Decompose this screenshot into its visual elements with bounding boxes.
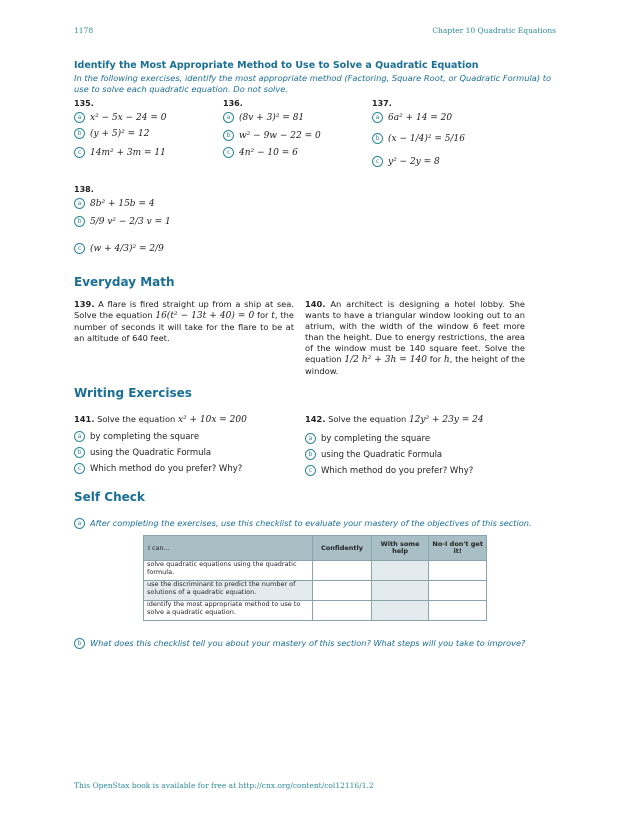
exercise-141-item-b [74,447,211,459]
exercise-142-item-c [305,465,473,477]
option-a-circle: a [305,433,316,444]
item-text: by completing the square [321,434,431,444]
exercise-139-var: t [271,311,275,321]
table-row [144,581,487,601]
exercise-142-stem [305,414,525,426]
exercise-138-option-a [74,198,155,210]
exercise-139-text-a: A flare is fired straight up from a ship at sea. Solve the equation [74,299,294,320]
item-text: using the Quadratic Formula [90,448,212,458]
exercise-135-number: 135. [74,99,94,108]
exercise-136-option-a [223,112,304,124]
exercise-135-option-c [74,147,166,159]
option-b-circle: b [223,130,234,141]
option-c-circle: c [305,465,316,476]
exercise-137-option-b [372,133,465,145]
option-b-circle: b [372,133,383,144]
checkbox-cell-no[interactable] [429,581,487,601]
option-text: 8b² + 15b = 4 [90,199,155,209]
col-header-i-can: I can... [144,536,313,561]
option-b-circle: b [74,128,85,139]
option-b-circle: b [74,638,85,649]
checkbox-cell-with-some-help[interactable] [371,601,429,621]
self-check-heading: Self Check [74,490,145,504]
section-instructions: In the following exercises, identify the most appropriate method (Factoring, Square Root, or Quadratic Formula) to use to solve each quadratic equation. Do not solve. [74,73,552,94]
footer-text: This OpenStax book is available for free at http://cnx.org/content/col12116/1.2 [74,781,374,790]
exercise-139-number: 139. [74,299,95,309]
exercise-135-option-b [74,128,149,140]
item-text: using the Quadratic Formula [321,450,443,460]
option-c-circle: c [372,156,383,167]
exercise-142-item-a [305,433,430,445]
option-text: 14m² + 3m = 11 [90,148,166,158]
self-check-a [74,518,532,529]
exercise-142-equation: 12y² + 23y = 24 [408,415,484,425]
option-a-circle: a [372,112,383,123]
checkbox-cell-confidently[interactable] [313,601,371,621]
exercise-141-number: 141. [74,414,95,424]
option-text: (x − 1/4)² = 5/16 [388,134,465,144]
exercise-141-item-a [74,431,199,443]
checkbox-cell-with-some-help[interactable] [371,561,429,581]
exercise-141-item-c [74,463,242,475]
option-a-circle: a [74,518,85,529]
exercise-137-option-a [372,112,452,124]
self-check-b [74,638,525,649]
exercise-136-number: 136. [223,99,243,108]
row-label: solve quadratic equations using the quadratic formula. [144,561,313,581]
checkbox-cell-no[interactable] [429,601,487,621]
everyday-math-heading: Everyday Math [74,275,175,289]
col-header-with-some-help: With some help [371,536,429,561]
option-b-circle: b [305,449,316,460]
exercise-136-option-b [223,130,321,142]
option-text: 5/9 v² − 2/3 v = 1 [90,217,171,227]
exercise-141-lead: Solve the equation [97,414,176,424]
exercise-137-number: 137. [372,99,392,108]
option-a-circle: a [74,431,85,442]
exercise-140-text-b: for [429,354,442,364]
exercise-140-equation: 1/2 h² + 3h = 140 [344,355,427,365]
checkbox-cell-confidently[interactable] [313,561,371,581]
option-c-circle: c [223,147,234,158]
exercise-142-number: 142. [305,414,326,424]
checkbox-cell-no[interactable] [429,561,487,581]
option-text: y² − 2y = 8 [388,157,440,167]
item-text: by completing the square [90,432,200,442]
exercise-138-option-b [74,216,171,228]
exercise-141-stem [74,414,294,426]
exercise-137-option-c [372,156,440,168]
exercise-139-equation: 16(t² − 13t + 40) = 0 [155,311,255,321]
exercise-135-option-a [74,112,166,124]
exercise-142-item-b [305,449,442,461]
option-c-circle: c [74,243,85,254]
option-text: 6a² + 14 = 20 [388,113,453,123]
exercise-142-lead: Solve the equation [328,414,407,424]
self-check-a-text: After completing the exercises, use this checklist to evaluate your mastery of the objectives of this section. [90,518,532,528]
option-text: (w + 4/3)² = 2/9 [90,244,164,254]
exercise-141-equation: x² + 10x = 200 [177,415,247,425]
option-a-circle: a [74,198,85,209]
option-a-circle: a [74,112,85,123]
option-c-circle: c [74,463,85,474]
section-title: Identify the Most Appropriate Method to Use to Solve a Quadratic Equation [74,60,479,71]
option-text: (y + 5)² = 12 [90,129,150,139]
option-text: w² − 9w − 22 = 0 [239,131,321,141]
exercise-140-var: h [443,355,450,365]
exercise-136-option-c [223,147,298,159]
row-label: use the discriminant to predict the number of solutions of a quadratic equation. [144,581,313,601]
exercise-138-number: 138. [74,185,94,194]
item-text: Which method do you prefer? Why? [321,466,474,476]
col-header-no-i-dont-get-it: No-I don't get it! [429,536,487,561]
option-b-circle: b [74,447,85,458]
self-check-b-text: What does this checklist tell you about your mastery of this section? What steps will you take to improve? [90,638,526,648]
col-header-confidently: Confidently [313,536,371,561]
checkbox-cell-with-some-help[interactable] [371,581,429,601]
exercise-140-text-c: , the height of the window. [305,354,526,376]
exercise-140-number: 140. [305,299,326,309]
exercise-140-text-a: An architect is designing a hotel lobby. She wants to have a triangular window looking out to an atrium, with the width of the window 6 feet more than the height. Due to energy restrictions, the area of the window must be 140 square feet. Solve the equation [305,299,525,364]
chapter-title: Chapter 10 Quadratic Equations [432,26,556,35]
option-a-circle: a [223,112,234,123]
checkbox-cell-confidently[interactable] [313,581,371,601]
exercise-139 [74,299,294,344]
exercise-138-option-c [74,243,164,255]
exercise-139-text-b: for [257,310,269,320]
page-number: 1178 [74,26,94,35]
table-header-row [144,536,487,561]
table-row [144,601,487,621]
item-text: Which method do you prefer? Why? [90,464,243,474]
exercise-140 [305,299,525,377]
exercise-139-text-c: , the number of seconds it will take for the flare to be at an altitude of 640 feet. [74,310,294,343]
option-c-circle: c [74,147,85,158]
option-text: 4n² − 10 = 6 [239,148,298,158]
option-text: x² − 5x − 24 = 0 [90,113,167,123]
writing-exercises-heading: Writing Exercises [74,386,192,400]
option-text: (8v + 3)² = 81 [239,113,305,123]
self-check-table [143,535,487,621]
table-row [144,561,487,581]
option-b-circle: b [74,216,85,227]
row-label: identify the most appropriate method to use to solve a quadratic equation. [144,601,313,621]
